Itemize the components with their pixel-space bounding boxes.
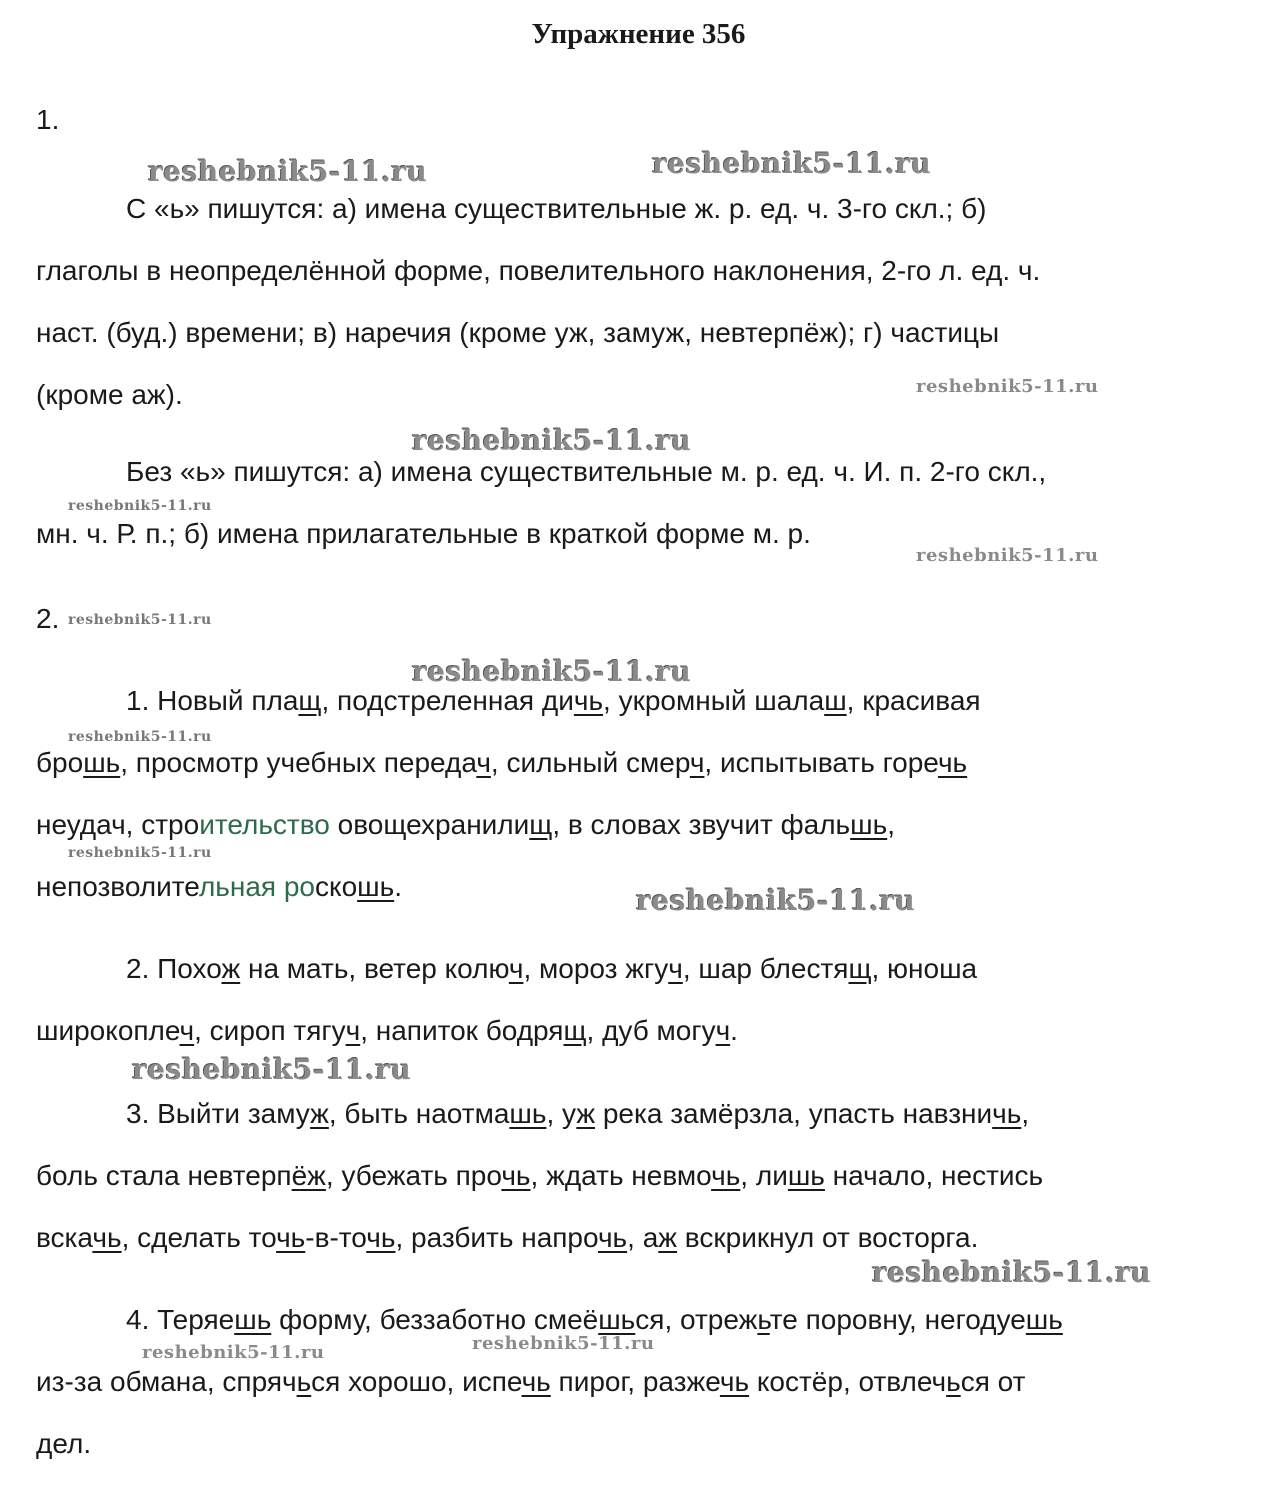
underlined-letters: ж [658, 1222, 678, 1253]
underlined-letters: ч [179, 1015, 195, 1046]
text-segment: , убежать про [325, 1160, 502, 1191]
text-segment: те поровну, негодуе [769, 1304, 1026, 1335]
text-segment: , шар блестя [682, 953, 849, 984]
text-segment: , а [627, 1222, 659, 1253]
text-segment: , напиток бодря [360, 1015, 564, 1046]
text-segment: , разбить напро [395, 1222, 598, 1253]
text-segment: . [730, 1015, 738, 1046]
text-segment: ся от [960, 1366, 1026, 1397]
underlined-letters: чь [501, 1160, 531, 1191]
underlined-letters: чь [276, 1222, 306, 1253]
exercise-item-1 [36, 670, 1206, 918]
underlined-letters: чь [92, 1222, 122, 1253]
text-segment: , сильный смер [490, 747, 690, 778]
text-segment: , красивая [846, 685, 981, 716]
underlined-letters: ч [476, 747, 491, 778]
underlined-letters: чь [521, 1366, 551, 1397]
watermark: reshebnik5-11.ru [412, 655, 692, 688]
text-segment: , подстреленная ди [321, 685, 574, 716]
watermark: reshebnik5-11.ru [472, 1333, 655, 1354]
exercise-item-4 [36, 1289, 1206, 1475]
text-line: наст. (буд.) времени; в) наречия (кроме уж, замуж, невтерпёж); г) частицы [36, 317, 1000, 348]
section-1-number: 1. [36, 104, 60, 135]
underlined-letters: чь [597, 1222, 628, 1253]
underlined-letters: ь [946, 1366, 961, 1397]
underlined-letters: шь [357, 871, 395, 902]
underlined-letters: ж [576, 1098, 596, 1129]
underlined-letters: чь [719, 1366, 750, 1397]
watermark: reshebnik5-11.ru [916, 376, 1099, 397]
underlined-letters: шь [598, 1304, 636, 1335]
text-segment: пирог, разже [550, 1366, 720, 1397]
text-segment: форму, беззаботно смеё [271, 1304, 599, 1335]
text-line: мн. ч. Р. п.; б) имена прилагательные в краткой форме м. р. [36, 518, 811, 549]
text-line: Без «ь» пишутся: а) имена существительные м. р. ед. ч. И. п. 2-го скл., [126, 456, 1047, 487]
underlined-letters: ш [824, 685, 847, 716]
underlined-letters: шь [787, 1160, 825, 1191]
text-segment: на мать, ветер колю [240, 953, 509, 984]
text-segment: ся, отреж [635, 1304, 758, 1335]
text-segment: , ждать невмо [530, 1160, 712, 1191]
text-segment: вскрикнул от восторга. [677, 1222, 979, 1253]
text-segment: овощехранили [329, 809, 530, 840]
underlined-letters: шь [1025, 1304, 1063, 1335]
text-line: глаголы в неопределённой форме, повелительного наклонения, 2-го л. ед. ч. [36, 255, 1041, 286]
text-segment: ско [315, 871, 358, 902]
watermark: reshebnik5-11.ru [412, 424, 692, 457]
underlined-letters: щ [563, 1015, 587, 1046]
watermark: reshebnik5-11.ru [68, 845, 212, 861]
text-segment: 2. Похо [126, 953, 222, 984]
text-segment: . [394, 871, 402, 902]
text-segment: , мороз жгу [523, 953, 669, 984]
text-segment: начало, нестись [824, 1160, 1044, 1191]
watermark: reshebnik5-11.ru [636, 884, 916, 917]
text-line [36, 1413, 1206, 1475]
underlined-letters: чь [711, 1160, 741, 1191]
page-title: Упражнение 356 [531, 18, 746, 50]
text-segment: боль стала невтерп [36, 1160, 292, 1191]
text-segment: -в-то [305, 1222, 367, 1253]
text-segment: ся хорошо, испе [311, 1366, 522, 1397]
underlined-letters: ж [221, 953, 241, 984]
text-segment: бро [36, 747, 84, 778]
underlined-letters: ч [508, 953, 524, 984]
underlined-letters: щ [298, 685, 322, 716]
underlined-letters: чь [573, 685, 604, 716]
watermark: reshebnik5-11.ru [68, 498, 212, 514]
underlined-letters: ь [757, 1304, 770, 1335]
text-segment: широкопле [36, 1015, 180, 1046]
text-segment: вска [36, 1222, 93, 1253]
underlined-letters: шь [509, 1098, 547, 1129]
underlined-letters: ч [689, 747, 705, 778]
text-segment: 4. Теряе [126, 1304, 235, 1335]
text-segment: , [887, 809, 895, 840]
text-segment: непозволите [36, 871, 199, 902]
underlined-letters: ч [715, 1015, 731, 1046]
text-segment: , в словах звучит фаль [552, 809, 851, 840]
text-segment: льная ро [198, 871, 315, 902]
text-segment: , быть наотма [328, 1098, 510, 1129]
underlined-letters: щ [848, 953, 872, 984]
underlined-letters: шь [850, 809, 888, 840]
text-segment: 3. Выйти заму [126, 1098, 311, 1129]
text-segment: дел. [36, 1428, 92, 1459]
text-segment: , ли [740, 1160, 788, 1191]
text-segment: , юноша [871, 953, 978, 984]
watermark: reshebnik5-11.ru [916, 545, 1099, 566]
text-segment: , [1021, 1098, 1030, 1129]
text-segment: костёр, отвлеч [749, 1366, 947, 1397]
underlined-letters: ч [668, 953, 683, 984]
text-segment: , сделать то [121, 1222, 277, 1253]
text-line: (кроме аж). [36, 379, 183, 410]
watermark: reshebnik5-11.ru [872, 1256, 1152, 1289]
text-line [36, 856, 1206, 918]
text-segment: река замёрзла, упасть навзни [595, 1098, 993, 1129]
watermark: reshebnik5-11.ru [142, 1342, 325, 1363]
text-segment: , у [546, 1098, 577, 1129]
text-line [36, 1083, 1206, 1145]
exercise-item-3 [36, 1083, 1206, 1269]
text-line: С «ь» пишутся: а) имена существительные ж. р. ед. ч. 3-го скл.; б) [126, 193, 987, 224]
underlined-letters: ь [296, 1366, 312, 1397]
text-line [36, 938, 1206, 1000]
underlined-letters: чь [366, 1222, 396, 1253]
text-segment: , просмотр учебных переда [120, 747, 477, 778]
watermark: reshebnik5-11.ru [148, 155, 428, 188]
text-segment: , испытывать горе [704, 747, 938, 778]
watermark: reshebnik5-11.ru [652, 147, 932, 180]
text-segment: , сироп тягу [194, 1015, 346, 1046]
text-segment: из-за обмана, спряч [36, 1366, 297, 1397]
text-segment: ительство [199, 809, 330, 840]
text-segment: 1. Новый пла [126, 685, 299, 716]
underlined-letters: ж [310, 1098, 329, 1129]
watermark: reshebnik5-11.ru [68, 612, 212, 628]
underlined-letters: ёж [291, 1160, 326, 1191]
text-segment: , дуб могу [586, 1015, 716, 1046]
underlined-letters: ч [345, 1015, 361, 1046]
underlined-letters: чь [992, 1098, 1022, 1129]
underlined-letters: шь [83, 747, 121, 778]
underlined-letters: щ [529, 809, 553, 840]
text-segment: неудач, стро [36, 809, 200, 840]
text-line [36, 1145, 1206, 1207]
exercise-item-2 [36, 938, 1206, 1062]
watermark: reshebnik5-11.ru [68, 729, 212, 745]
section-2-number: 2. [36, 603, 60, 634]
underlined-letters: чь [937, 747, 968, 778]
underlined-letters: шь [234, 1304, 272, 1335]
watermark: reshebnik5-11.ru [132, 1053, 412, 1086]
text-segment: , укромный шала [603, 685, 825, 716]
